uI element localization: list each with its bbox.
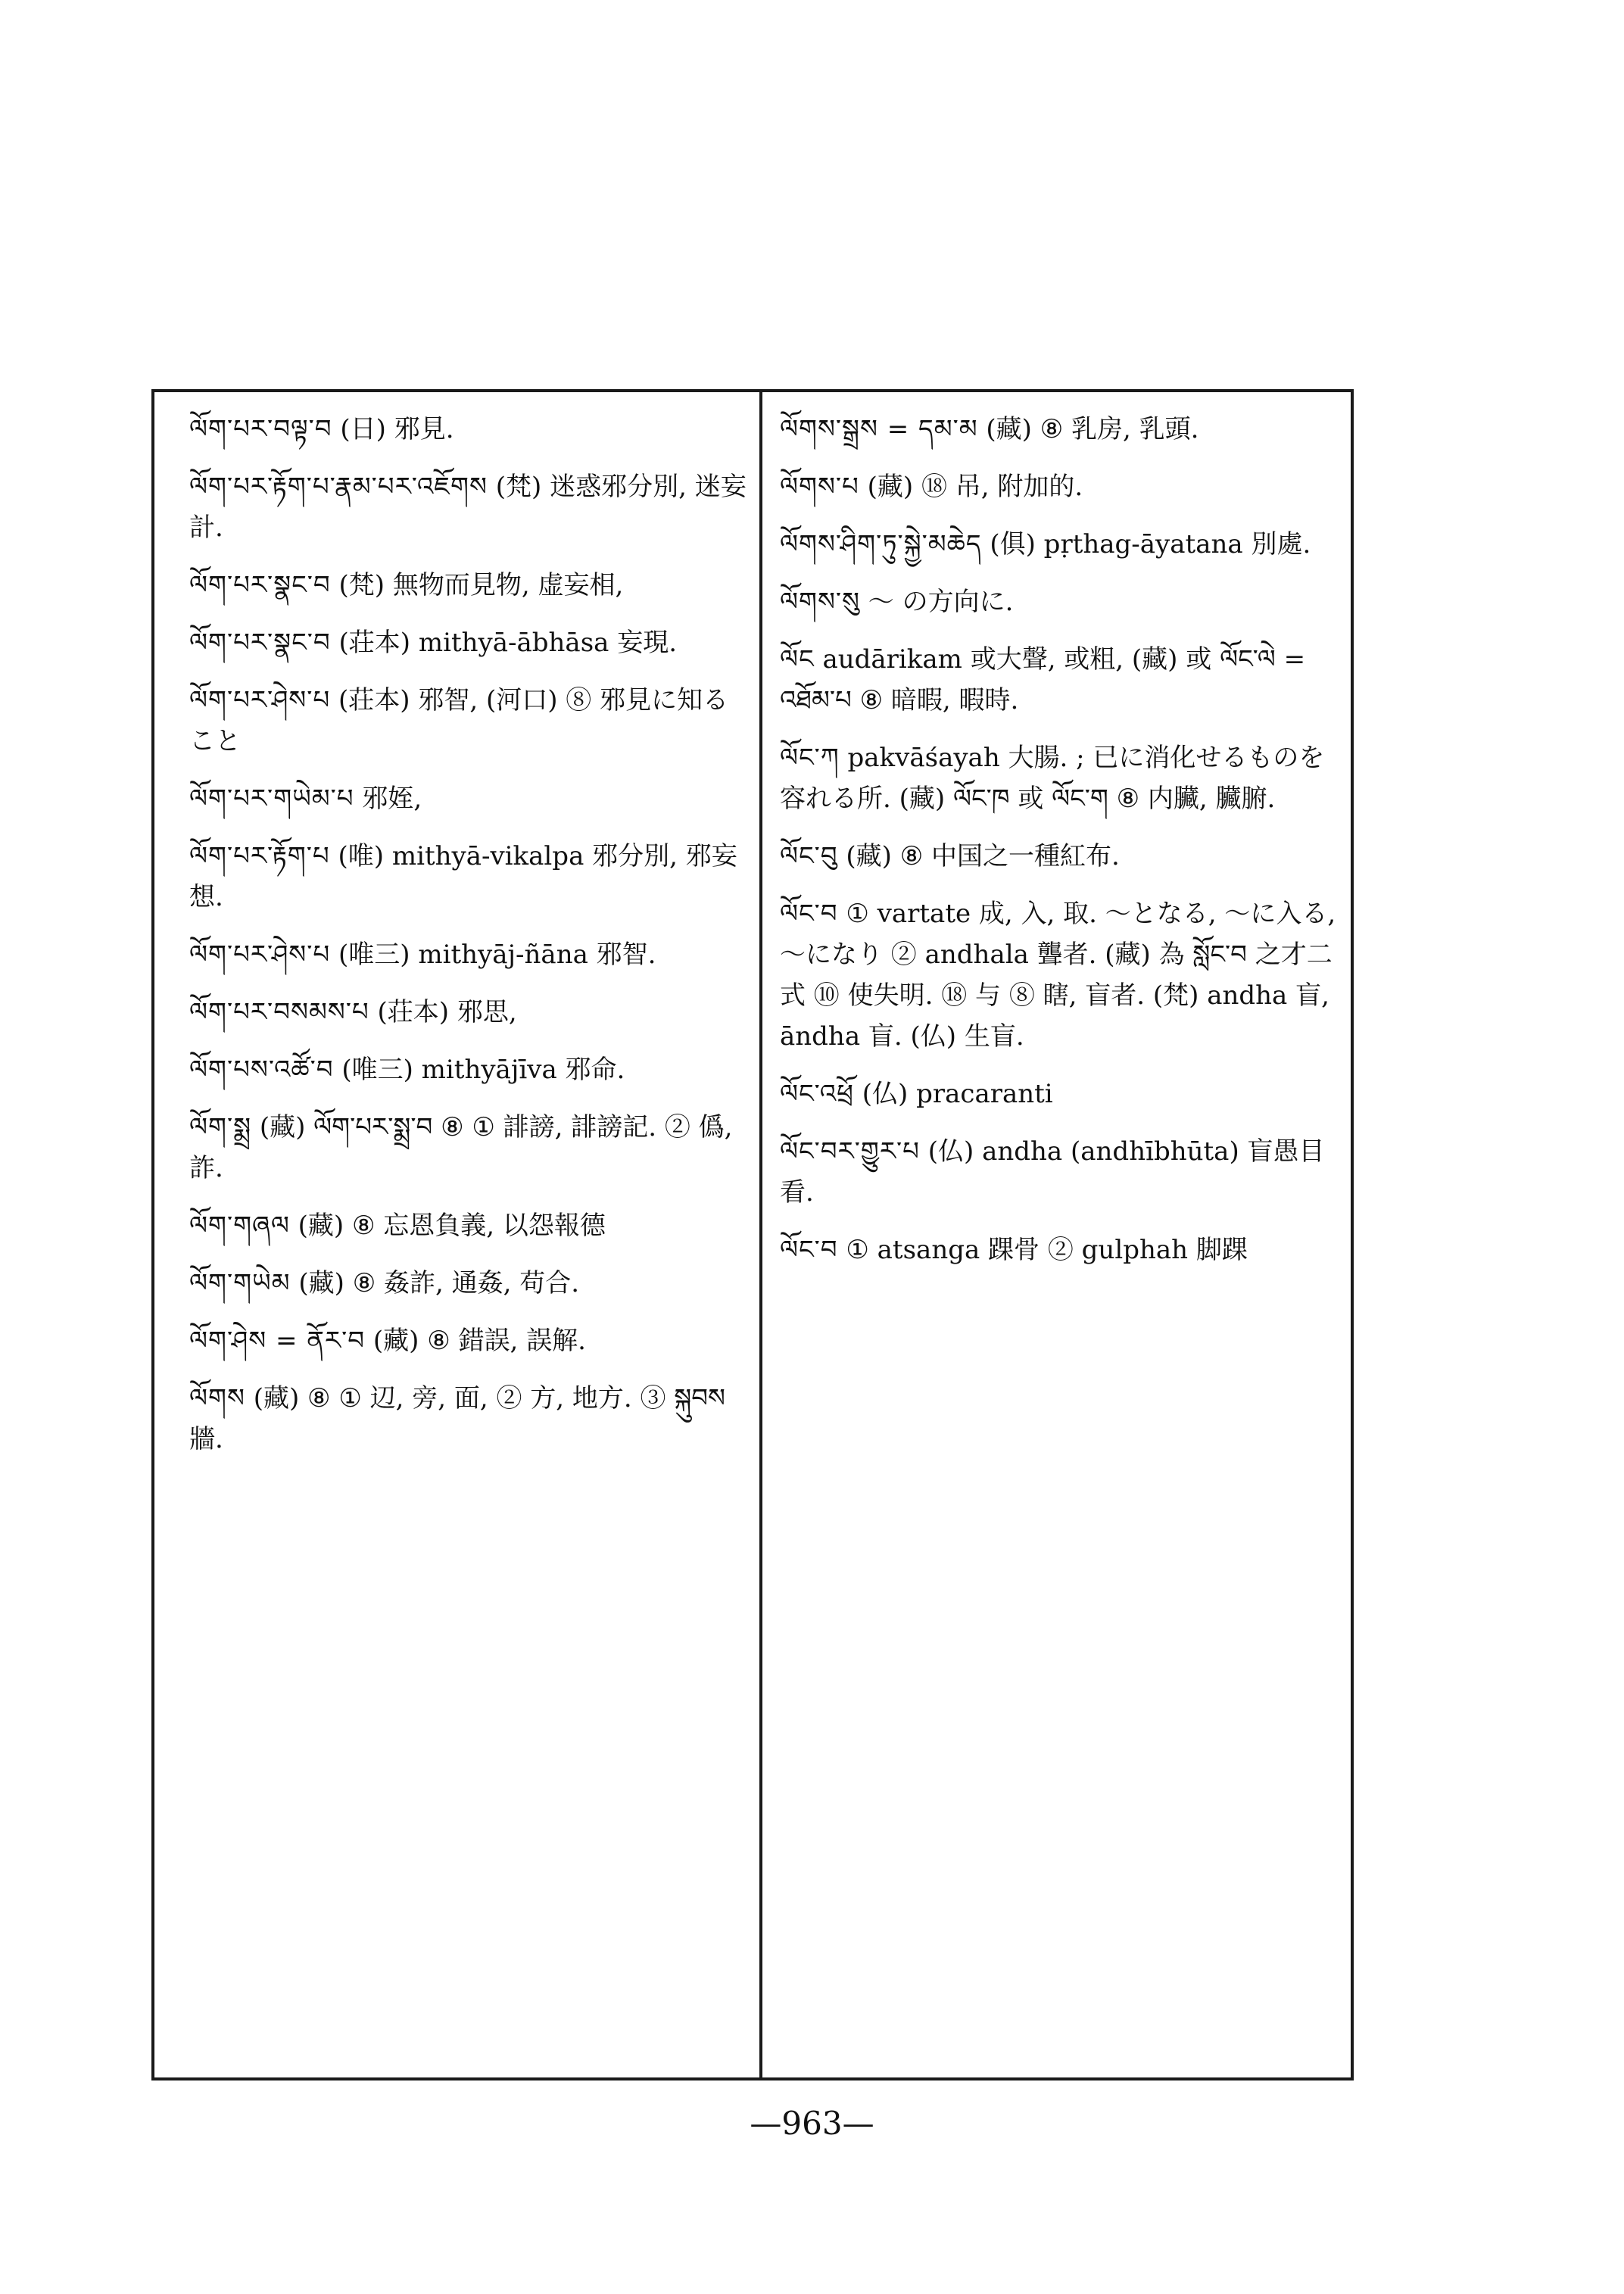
entry-gloss: (藏) ⑧ ① 辺, 旁, 面, ② 方, 地方. ③ སྐུབས 牆. (189, 1383, 726, 1454)
entry-gloss: (荘本) 邪智, (河口) ⑧ 邪見に知ること (189, 685, 729, 756)
dictionary-entry (780, 524, 1340, 565)
entry-headword: ལོག་པར་སྣང་བ (189, 570, 331, 600)
entry-headword: ལོག་སྨྲ (189, 1112, 252, 1142)
entry-gloss: (唯三) mithyāj-ñāna 邪智. (338, 940, 656, 970)
entry-gloss: (藏) ⑱ 吊, 附加的. (867, 472, 1083, 502)
dictionary-entry (189, 1205, 750, 1246)
entry-headword: ལོང་བ (780, 1235, 838, 1265)
entry-headword: ལོག་ཤེས = ནོར་བ (189, 1326, 366, 1356)
entry-headword: ལོང (780, 644, 815, 675)
entry-headword: ལོག་པར་རྟོག་པ་རྣམ་པར་འཇོགས (189, 472, 488, 502)
dictionary-entry (780, 466, 1340, 507)
dictionary-entry (189, 836, 750, 918)
dictionary-entry (189, 565, 750, 606)
dictionary-entry (189, 1320, 750, 1361)
entry-gloss: (藏) ⑧ 忘恩負義, 以怨報德 (298, 1211, 606, 1241)
entry-gloss: (日) 邪見. (340, 414, 454, 444)
entry-headword: ལོང་བ (780, 899, 838, 929)
entry-headword: ལོག་པར་བལྟ་བ (189, 414, 332, 444)
entry-headword: ལོགས་ཤིག་ཏུ་སྐྱེ་མཆེད (780, 529, 982, 559)
entry-gloss: ① atsanga 踝骨 ② gulphah 脚踝 (846, 1235, 1248, 1265)
dictionary-entry (780, 836, 1340, 877)
entry-gloss: (梵) 無物而見物, 虚妄相, (338, 570, 624, 600)
entry-gloss: ～ の方向に. (868, 587, 1014, 617)
column-divider (759, 391, 762, 2079)
entry-gloss: (藏) ⑧ 乳房, 乳頭. (986, 414, 1199, 444)
dictionary-entry (189, 622, 750, 663)
entry-headword: ལོགས་སུ (780, 587, 860, 617)
dictionary-entry (189, 778, 750, 819)
dictionary-entry (780, 409, 1340, 450)
right-column (780, 409, 1340, 1287)
entry-headword: ལོང་བུ (780, 841, 838, 871)
entry-headword: ལོང་བར་གྱུར་པ (780, 1136, 920, 1167)
page-number: —963— (750, 2105, 874, 2142)
entry-gloss: pakvāśayah 大腸. ; 已に消化せるものを容れる所. (藏) ལོང་ཁ 或 ལོང་ག ⑧ 内臟, 臟腑. (780, 743, 1325, 814)
entry-headword: ལོག་པར་གཡེམ་པ (189, 784, 354, 814)
dictionary-entry (189, 1049, 750, 1090)
entry-headword: ལོགས་པ (780, 472, 859, 502)
dictionary-entry (780, 737, 1340, 819)
entry-headword: ལོག་པར་ཤེས་པ (189, 685, 331, 715)
dictionary-entry (780, 1131, 1340, 1213)
entry-gloss: (唯三) mithyājīva 邪命. (341, 1055, 625, 1085)
entry-gloss: (唯) mithyā-vikalpa 邪分別, 邪妄想. (189, 841, 737, 912)
dictionary-entry (189, 409, 750, 450)
entry-gloss: (仏) andha (andhībhūta) 盲愚目看. (780, 1136, 1325, 1208)
dictionary-entry (780, 1230, 1340, 1270)
entry-gloss: (藏) ⑧ 中国之一種紅布. (846, 841, 1120, 871)
dictionary-entry (189, 992, 750, 1033)
dictionary-entry (189, 466, 750, 548)
entry-headword: ལོག་པར་སྣང་བ (189, 628, 331, 658)
entry-gloss: (藏) ལོག་པར་སྨྲ་བ ⑧ ① 誹謗, 誹謗記. ② 僞, 詐. (189, 1112, 733, 1183)
entry-headword: ལོག་གཞལ (189, 1211, 290, 1241)
entry-headword: ལོགས་སྒྲས = དམ་མ (780, 414, 978, 444)
entry-gloss: (荘本) 邪思, (377, 997, 517, 1027)
dictionary-entry (189, 934, 750, 975)
entry-gloss: ① vartate 成, 入, 取. ～となる, ～に入る, ～になり ② andhala 聾者. (藏) 為 སློང་བ 之才二式 ⑩ 使失明. ⑱ 与 ⑧ 瞎, 盲者. (梵) andha 盲, āndha 盲. (仏) 生盲. (780, 899, 1336, 1052)
entry-gloss: 邪姪, (362, 784, 422, 814)
dictionary-entry (780, 1074, 1340, 1114)
entry-gloss: (藏) ⑧ 姦詐, 通姦, 苟合. (298, 1268, 580, 1298)
dictionary-entry (189, 680, 750, 762)
dictionary-entry (189, 1107, 750, 1189)
entry-gloss: (藏) ⑧ 錯誤, 誤解. (372, 1326, 586, 1356)
entry-headword: ལོང་འཕྲོ (780, 1079, 854, 1109)
entry-gloss: (梵) 迷惑邪分別, 迷妄計. (189, 472, 747, 543)
dictionary-entry (189, 1378, 750, 1460)
left-column (189, 409, 750, 1476)
entry-gloss: (荘本) mithyā-ābhāsa 妄現. (338, 628, 678, 658)
entry-headword: ལོག་པར་བསམས་པ (189, 997, 369, 1027)
dictionary-entry (780, 581, 1340, 622)
entry-gloss: audārikam 或大聲, 或粗, (藏) 或 ལོང་ལེ = འཐོམ་པ ⑧ 暗暇, 暇時. (780, 644, 1306, 715)
entry-headword: ལོགས (189, 1383, 245, 1413)
entry-headword: ལོག་གཡེམ (189, 1268, 291, 1298)
entry-headword: ལོག་པར་རྟོག་པ (189, 841, 330, 871)
dictionary-entry (780, 893, 1340, 1057)
dictionary-entry (780, 639, 1340, 721)
entry-headword: ལོག་པས་འཚོ་བ (189, 1055, 334, 1085)
entry-headword: ལོག་པར་ཤེས་པ (189, 940, 331, 970)
dictionary-entry (189, 1263, 750, 1304)
entry-gloss: (俱) pṛthag-āyatana 別處. (990, 529, 1311, 559)
entry-headword: ལོང་ཀ (780, 743, 840, 773)
entry-gloss: (仏) pracaranti (862, 1079, 1053, 1109)
